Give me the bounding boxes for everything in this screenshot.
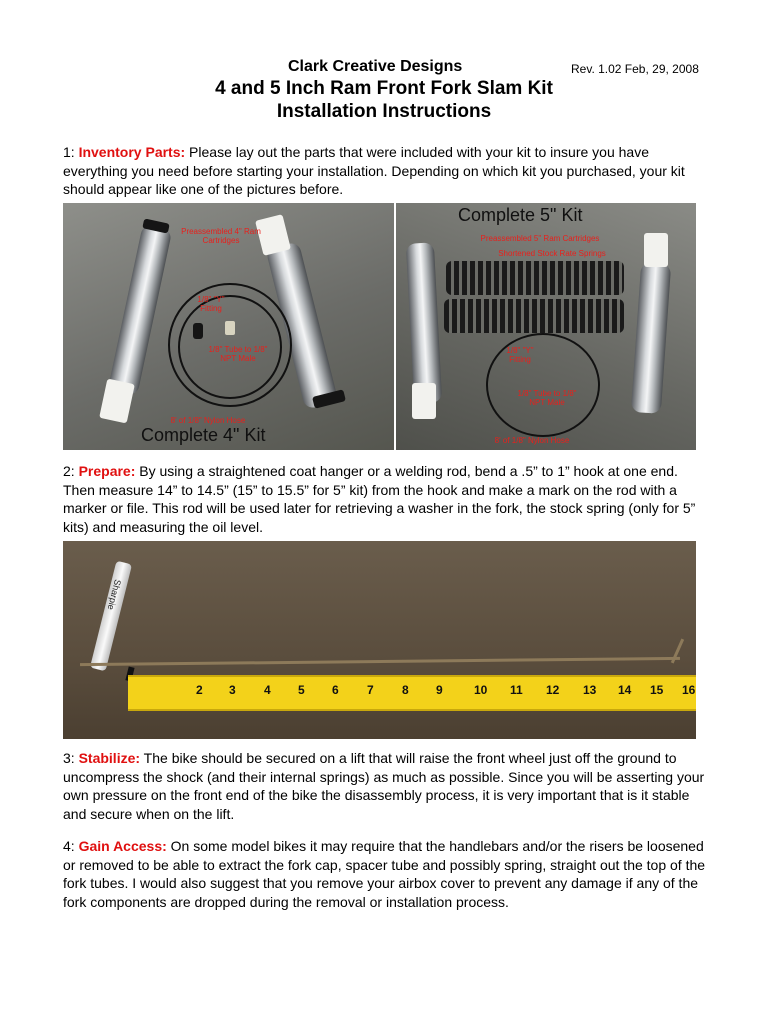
white-bushing-5-right [644,233,668,267]
step-3-paragraph [63,749,713,823]
company-name: Clark Creative Designs [288,58,463,75]
tape-number: 5 [298,683,305,697]
marker-pen [90,561,132,672]
label-nylon-hose-5: 8' of 1/8" Nylon Hose [494,436,570,445]
revision-date: Rev. 1.02 Feb, 29, 2008 [571,62,699,76]
document-subtitle: Installation Instructions [276,101,492,122]
label-y-fitting-5: 1/8" "Y" Fitting [506,346,534,364]
marker-brand-text: Sharpie [105,578,123,611]
spring-bottom [444,299,624,333]
tape-number: 10 [474,683,488,697]
step-4-paragraph [63,837,713,911]
document-title: 4 and 5 Inch Ram Front Fork Slam Kit [215,78,553,99]
step-3-text: The bike should be secured on a lift that will raise the front wheel just off the ground to uncompress the shock (and their internal springs) as much as possible. Since you will be asserting your own pressure on the front end of the bike the disassembly process, it is very important that is it stable and secure when on the lift. [63,750,705,822]
tape-measure [128,675,696,711]
label-nylon-hose: 8' of 1/8" Nylon Hose [170,416,246,425]
tape-number: 3 [229,683,236,697]
tape-number: 12 [546,683,560,697]
label-ram-cartridges-5: Preassembled 5" Ram Cartridges [480,234,600,243]
white-bushing-5-left [412,383,436,419]
step-2-paragraph [63,462,713,536]
step-1-heading: Inventory Parts: [78,144,186,160]
step-3-number: 3: [63,750,79,766]
label-tube-fitting: 1/8" Tube to 1/8" NPT Male [208,345,268,363]
tape-number: 14 [618,683,632,697]
ram-cartridge-left [108,224,173,397]
label-tube-fitting-5: 1/8" Tube to 1/8" NPT Male [517,389,577,407]
photo-complete-4-inch-kit [63,203,394,450]
tape-number: 7 [367,683,374,697]
step-2-number: 2: [63,463,79,479]
y-fitting [193,323,203,339]
label-y-fitting: 1/8" "Y" Fitting [197,295,225,313]
tape-number: 15 [650,683,664,697]
step-2-text: By using a straightened coat hanger or a welding rod, bend a .5” to 1” hook at one end. Then measure 14” to 14.5” (15” to 15.5” for 5” kit) from the hook and make a mark on the rod with a marker or file. This rod will be used later for retrieving a washer in the fork, the stock spring (only for 5” kits) and measuring the oil level. [63,463,696,535]
tape-number: 9 [436,683,443,697]
step-3-heading: Stabilize: [78,750,141,766]
tape-number: 16 [682,683,696,697]
tape-number: 2 [196,683,203,697]
step-1-number: 1: [63,144,79,160]
step-4-heading: Gain Access: [78,838,167,854]
tape-number: 4 [264,683,271,697]
spring-top [446,261,624,295]
kit-caption-4-inch: Complete 4" Kit [141,425,266,445]
step-4-text: On some model bikes it may require that the handlebars and/or the risers be loosened or removed to be able to extract the fork cap, spacer tube and possibly spring, straight out the top of the fork tubes. I would also suggest that you remove your airbox cover to prevent any damage if any of the fork components are dropped during the removal or installation process. [63,838,706,910]
tape-number: 11 [510,683,523,697]
ram-cartridge-5-right [631,262,671,414]
tape-number: 6 [332,683,339,697]
step-4-number: 4: [63,838,79,854]
label-shortened-springs: Shortened Stock Rate Springs [498,249,606,258]
step-2-heading: Prepare: [78,463,136,479]
white-bushing-left [99,379,135,424]
tape-number: 13 [583,683,597,697]
tape-number: 8 [402,683,409,697]
npt-fitting [225,321,235,335]
kit-caption-5-inch: Complete 5" Kit [458,205,583,225]
step-1-text: Please lay out the parts that were included with your kit to insure you have everything you need before starting your installation. Depending on which kit you purchased, your kit should appear like one of the pictures before. [63,144,685,197]
label-ram-cartridges: Preassembled 4" Ram Cartridges [181,227,261,245]
step-1-paragraph [63,143,713,199]
photo-complete-5-inch-kit [396,203,696,450]
ram-cartridge-5-left [406,242,442,403]
